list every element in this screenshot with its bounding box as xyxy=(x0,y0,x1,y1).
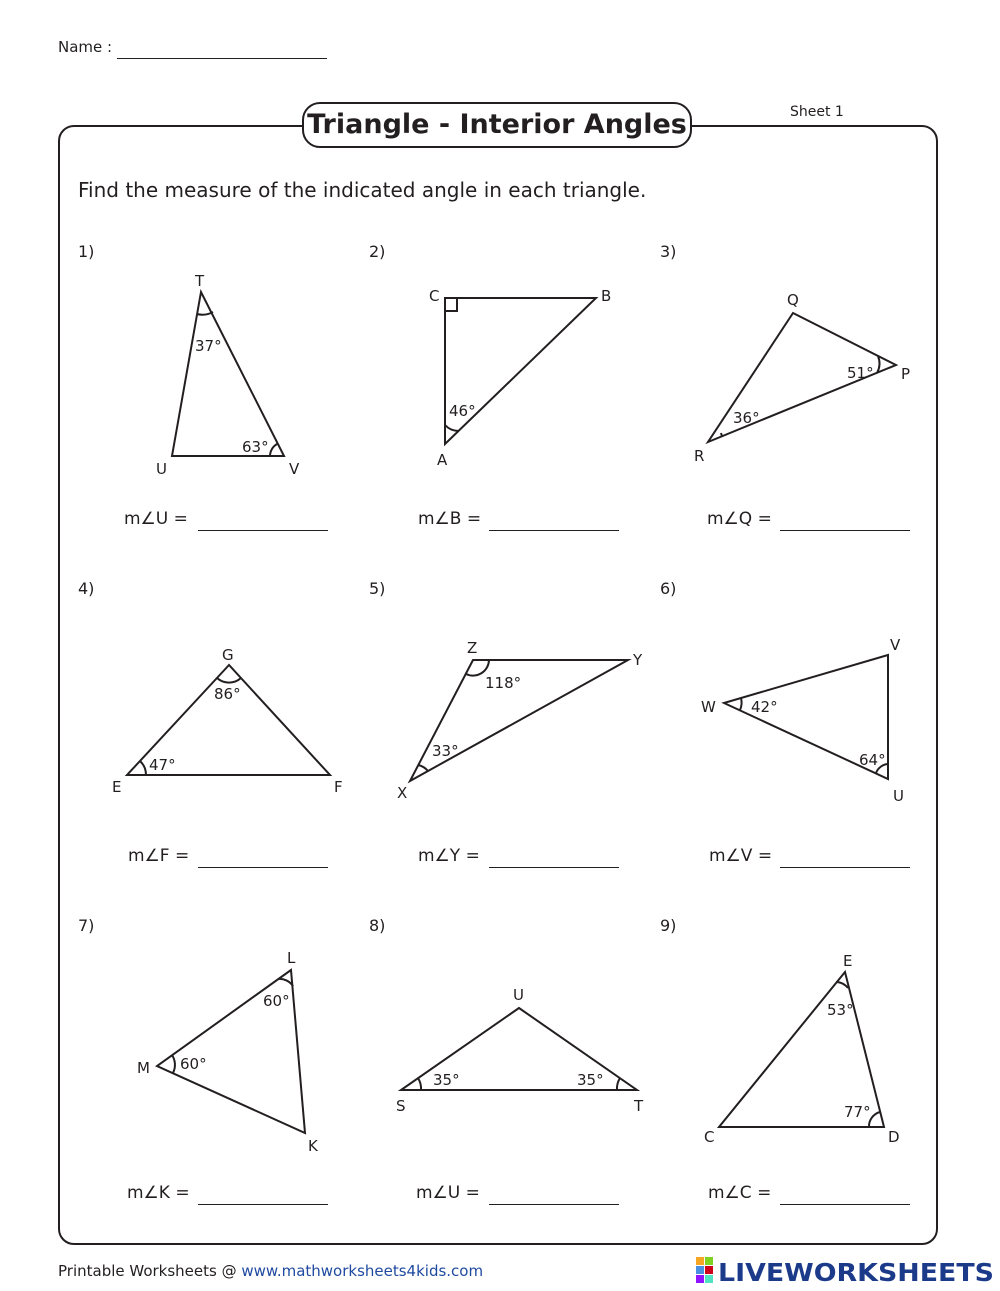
question-7: m∠K = xyxy=(127,1183,190,1203)
angle-label: 51° xyxy=(847,364,874,382)
vertex-label: T xyxy=(195,272,205,290)
vertex-label: E xyxy=(112,778,122,796)
question-5: m∠Y = xyxy=(418,846,480,866)
question-1: m∠U = xyxy=(124,509,188,529)
question-8: m∠U = xyxy=(416,1183,480,1203)
answer-field-6[interactable] xyxy=(780,867,910,868)
instructions: Find the measure of the indicated angle in each triangle. xyxy=(78,178,647,202)
angle-label: 118° xyxy=(485,674,522,692)
problem-number-9: 9) xyxy=(660,916,677,935)
vertex-label: V xyxy=(890,636,901,654)
question-3: m∠Q = xyxy=(707,509,772,529)
vertex-label: M xyxy=(137,1059,150,1077)
worksheet-title: Triangle - Interior Angles xyxy=(302,102,692,148)
problem-number-5: 5) xyxy=(369,579,386,598)
angle-label: 86° xyxy=(214,685,241,703)
angle-label: 60° xyxy=(180,1055,207,1073)
triangle-2 xyxy=(445,298,596,444)
vertex-label: U xyxy=(893,787,904,805)
question-9: m∠C = xyxy=(708,1183,772,1203)
angle-label: 35° xyxy=(577,1071,604,1089)
angle-label: 60° xyxy=(263,992,290,1010)
vertex-label: D xyxy=(888,1128,900,1146)
vertex-label: Y xyxy=(633,651,643,669)
vertex-label: Q xyxy=(787,291,799,309)
angle-label: 42° xyxy=(751,698,778,716)
vertex-label: R xyxy=(694,447,705,465)
angle-label: 47° xyxy=(149,756,176,774)
answer-field-2[interactable] xyxy=(489,530,619,531)
footer-credit xyxy=(58,1262,483,1280)
angle-label: 35° xyxy=(433,1071,460,1089)
problem-number-1: 1) xyxy=(78,242,95,261)
footer-url-link[interactable]: www.mathworksheets4kids.com xyxy=(241,1262,484,1280)
vertex-label: B xyxy=(601,287,612,305)
vertex-label: F xyxy=(334,778,343,796)
vertex-label: T xyxy=(634,1097,644,1115)
answer-field-9[interactable] xyxy=(780,1204,910,1205)
vertex-label: U xyxy=(513,986,524,1004)
answer-field-8[interactable] xyxy=(489,1204,619,1205)
angle-label: 36° xyxy=(733,409,760,427)
angle-label: 33° xyxy=(432,742,459,760)
angle-label: 53° xyxy=(827,1001,854,1019)
name-label: Name : xyxy=(58,38,113,56)
answer-field-7[interactable] xyxy=(198,1204,328,1205)
vertex-label: W xyxy=(701,698,716,716)
brand-name: LIVEWORKSHEETS xyxy=(718,1258,994,1287)
answer-field-3[interactable] xyxy=(780,530,910,531)
question-2: m∠B = xyxy=(418,509,482,529)
vertex-label: P xyxy=(901,365,911,383)
question-4: m∠F = xyxy=(128,846,190,866)
liveworksheets-logo xyxy=(696,1255,996,1287)
angle-label: 37° xyxy=(195,337,222,355)
vertex-label: X xyxy=(397,784,408,802)
vertex-label: A xyxy=(437,451,448,469)
angle-label: 64° xyxy=(859,751,886,769)
vertex-label: L xyxy=(287,949,296,967)
problem-number-6: 6) xyxy=(660,579,677,598)
angle-label: 63° xyxy=(242,438,269,456)
answer-field-1[interactable] xyxy=(198,530,328,531)
angle-label: 46° xyxy=(449,402,476,420)
sheet-label: Sheet 1 xyxy=(790,104,844,120)
vertex-label: C xyxy=(704,1128,715,1146)
problem-number-7: 7) xyxy=(78,916,95,935)
vertex-label: S xyxy=(396,1097,406,1115)
vertex-label: C xyxy=(429,287,440,305)
footer-prefix: Printable Worksheets @ xyxy=(58,1262,242,1280)
angle-label: 77° xyxy=(844,1103,871,1121)
vertex-label: V xyxy=(289,460,300,478)
question-6: m∠V = xyxy=(709,846,773,866)
vertex-label: U xyxy=(156,460,167,478)
answer-field-5[interactable] xyxy=(489,867,619,868)
vertex-label: E xyxy=(843,952,853,970)
problem-number-4: 4) xyxy=(78,579,95,598)
answer-field-4[interactable] xyxy=(198,867,328,868)
problem-number-3: 3) xyxy=(660,242,677,261)
problem-number-2: 2) xyxy=(369,242,386,261)
problem-number-8: 8) xyxy=(369,916,386,935)
vertex-label: G xyxy=(222,646,234,664)
triangle-1 xyxy=(172,292,284,456)
vertex-label: Z xyxy=(467,639,478,657)
vertex-label: K xyxy=(308,1137,318,1155)
